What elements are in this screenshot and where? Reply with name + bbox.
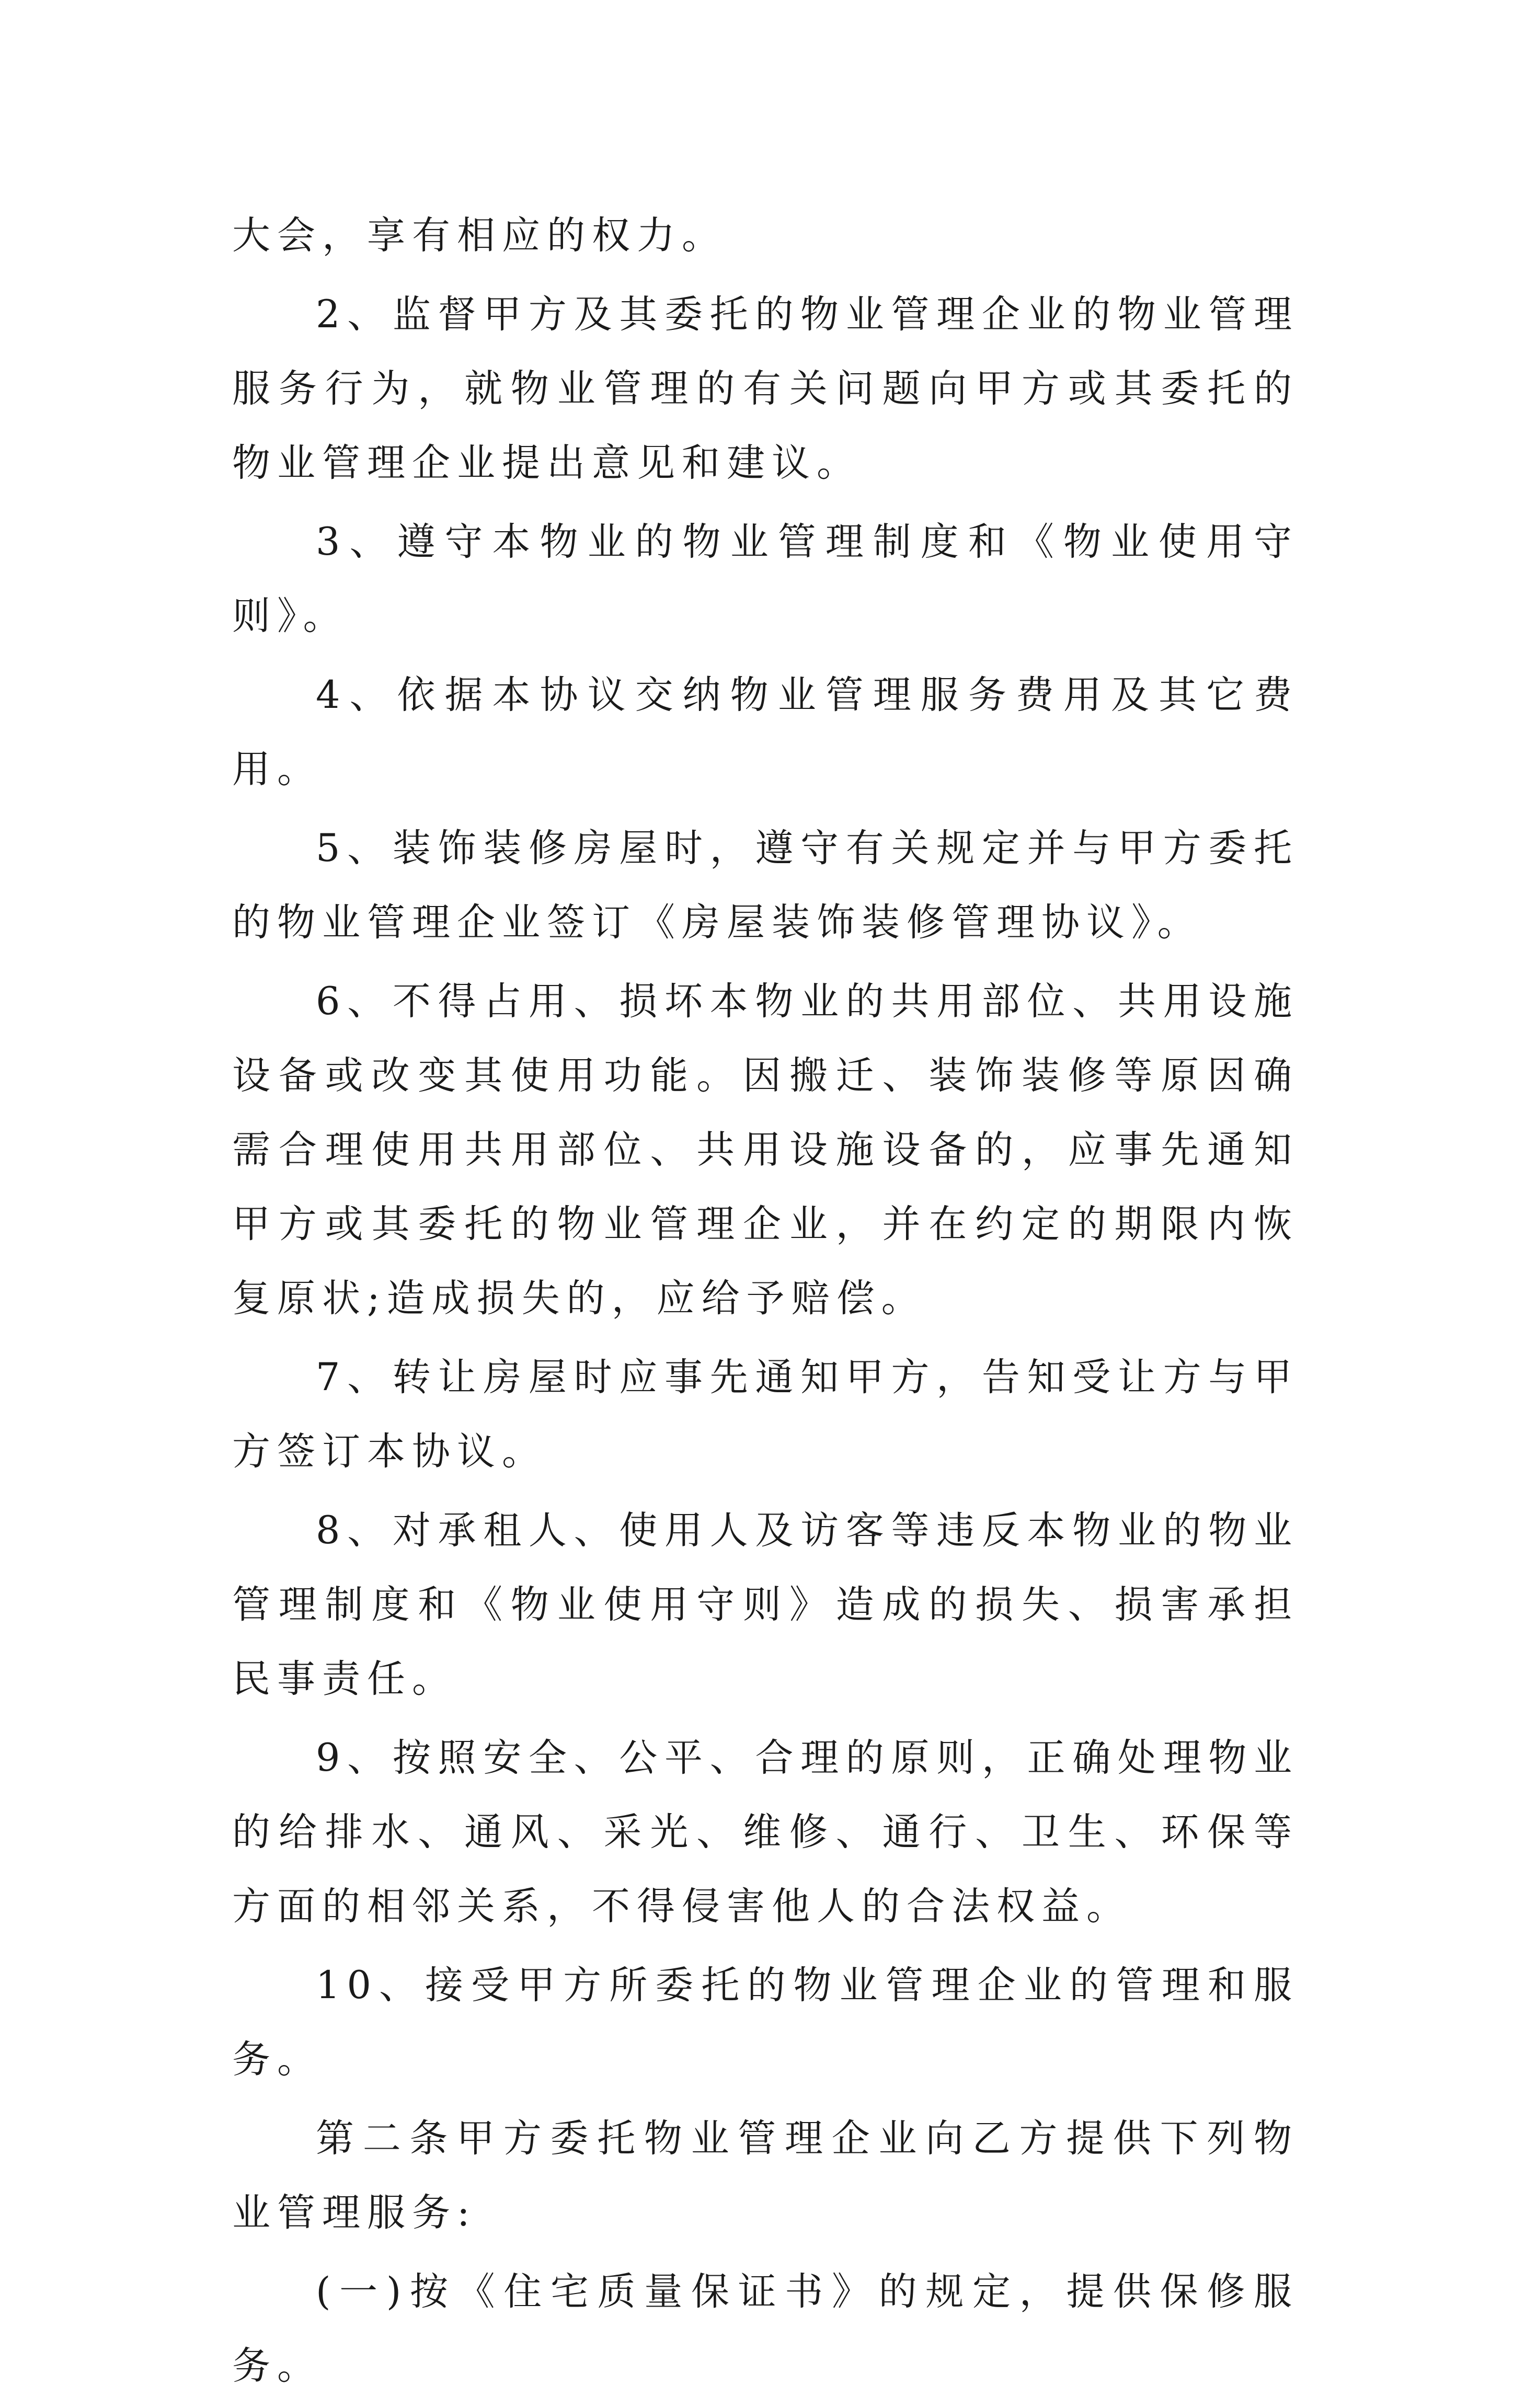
paragraph-5: 5、装饰装修房屋时，遵守有关规定并与甲方委托的物业管理企业签订《房屋装饰装修管理协议》。	[232, 826, 1299, 945]
paragraph-7: 7、转让房屋时应事先通知甲方，告知受让方与甲方签订本协议。	[232, 1355, 1299, 1474]
paragraph-9: 9、按照安全、公平、合理的原则，正确处理物业的给排水、通风、采光、维修、通行、卫生、环保等方面的相邻关系，不得侵害他人的合法权益。	[232, 1736, 1299, 1929]
paragraph-2: 2、监督甲方及其委托的物业管理企业的物业管理服务行为，就物业管理的有关问题向甲方或其委托的物业管理企业提出意见和建议。	[232, 292, 1299, 485]
paragraph-4: 4、依据本协议交纳物业管理服务费用及其它费用。	[232, 673, 1299, 792]
document-body	[232, 199, 1299, 2408]
paragraph-8: 8、对承租人、使用人及访客等违反本物业的物业管理制度和《物业使用守则》造成的损失、损害承担民事责任。	[232, 1508, 1299, 1701]
paragraph-6: 6、不得占用、损坏本物业的共用部位、共用设施设备或改变其使用功能。因搬迁、装饰装修等原因确需合理使用共用部位、共用设施设备的，应事先通知甲方或其委托的物业管理企业，并在约定的期限内恢复原状;造成损失的，应给予赔偿。	[232, 979, 1299, 1321]
paragraph-11: 第二条甲方委托物业管理企业向乙方提供下列物业管理服务:	[232, 2116, 1299, 2235]
paragraph-1: 大会，享有相应的权力。	[232, 213, 727, 258]
paragraph-12: (一)按《住宅质量保证书》的规定，提供保修服务。	[232, 2269, 1299, 2388]
paragraph-3: 3、遵守本物业的物业管理制度和《物业使用守则》。	[232, 520, 1299, 638]
paragraph-10: 10、接受甲方所委托的物业管理企业的管理和服务。	[232, 1963, 1299, 2082]
